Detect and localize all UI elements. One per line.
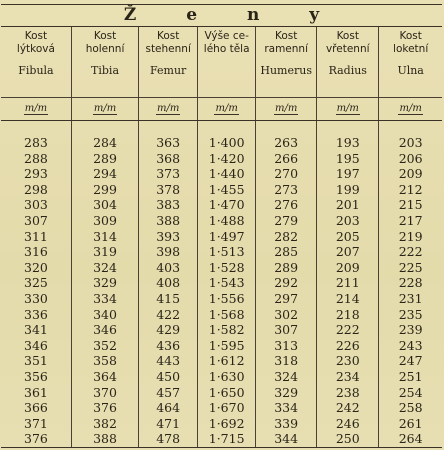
table-row	[1, 400, 442, 416]
table-cell: 314	[71, 229, 138, 245]
table-cell: 294	[71, 166, 138, 182]
table-cell: 1·470	[198, 197, 256, 213]
column-name: Kost holenní	[85, 30, 125, 55]
column-latin-name: Tibia	[91, 64, 120, 77]
table-cell: 270	[256, 166, 317, 182]
table-cell: 283	[24, 135, 48, 150]
table-cell: 231	[379, 291, 442, 307]
column-header	[379, 27, 442, 98]
unit-row	[1, 98, 442, 121]
table-cell: 228	[379, 275, 442, 291]
table-cell: 346	[71, 322, 138, 338]
table-row	[1, 291, 442, 307]
table-cell: 422	[139, 307, 198, 323]
table-cell: 1·528	[198, 260, 256, 276]
table-cell: 324	[256, 369, 317, 385]
table-cell: 319	[71, 244, 138, 260]
table-cell: 398	[139, 244, 198, 260]
table-row	[1, 322, 442, 338]
table-cell: 250	[317, 431, 379, 447]
table-cell: 1·568	[198, 307, 256, 323]
table-cell: 313	[256, 338, 317, 354]
table-cell: 371	[24, 415, 48, 431]
table-row	[1, 244, 442, 260]
table-cell: 378	[139, 182, 198, 198]
table-cell: 334	[256, 400, 317, 416]
table-cell: 1·488	[198, 213, 256, 229]
unit-cell	[256, 98, 317, 121]
table-cell: 376	[1, 431, 71, 447]
spacer-cell	[317, 121, 379, 136]
column-name: Kost vřetenní	[325, 30, 370, 55]
table-cell: 243	[379, 338, 442, 354]
spacer-cell	[379, 121, 442, 136]
table-cell: 302	[256, 307, 317, 323]
unit-label: m/m	[157, 103, 180, 114]
table-cell: 356	[24, 368, 48, 384]
table-cell: 299	[71, 182, 138, 198]
table-cell: 364	[71, 369, 138, 385]
table-cell: 209	[379, 166, 442, 182]
table-cell: 254	[379, 385, 442, 401]
table-cell: 329	[71, 275, 138, 291]
table-cell: 1·670	[198, 400, 256, 416]
table-cell: 1·440	[198, 166, 256, 182]
unit-cell	[198, 98, 256, 121]
table-row	[1, 431, 442, 447]
table-cell: 261	[379, 416, 442, 432]
table-cell: 339	[256, 416, 317, 432]
table-cell: 279	[256, 213, 317, 229]
table-cell: 334	[71, 291, 138, 307]
table-cell: 209	[317, 260, 379, 276]
table-cell: 393	[139, 229, 198, 245]
column-name: Kost lýtková	[16, 30, 55, 55]
table-cell: 266	[256, 151, 317, 167]
table-cell: 304	[71, 197, 138, 213]
table-row	[1, 369, 442, 385]
table-cell: 358	[71, 353, 138, 369]
table-cell: 464	[139, 400, 198, 416]
table-cell: 222	[379, 244, 442, 260]
table-cell: 230	[317, 353, 379, 369]
table-row	[1, 135, 442, 151]
table-cell: 1·612	[198, 353, 256, 369]
table-cell: 320	[24, 259, 48, 275]
table-row	[1, 307, 442, 323]
unit-cell	[379, 98, 442, 121]
table-cell: 471	[139, 416, 198, 432]
table-cell: 293	[24, 166, 48, 182]
table-cell: 222	[317, 322, 379, 338]
table-cell: 1·715	[198, 431, 256, 447]
unit-cell	[139, 98, 198, 121]
table-cell: 297	[256, 291, 317, 307]
table-cell: 214	[317, 291, 379, 307]
column-latin-name: Radius	[328, 64, 367, 77]
table-cell: 197	[317, 166, 379, 182]
spacer-cell	[198, 121, 256, 136]
column-header	[198, 27, 256, 98]
table-row	[1, 166, 442, 182]
table-cell: 211	[317, 275, 379, 291]
spacer-cell	[71, 121, 138, 136]
unit-label: m/m	[24, 103, 48, 114]
table-cell: 264	[379, 431, 442, 447]
table-cell: 478	[139, 431, 198, 447]
table-cell: 207	[317, 244, 379, 260]
table-cell: 206	[379, 151, 442, 167]
table-cell: 289	[71, 151, 138, 167]
column-name: Kost stehenní	[145, 30, 191, 55]
table-cell: 219	[379, 229, 442, 245]
unit-label: m/m	[93, 103, 117, 114]
table-cell: 263	[256, 135, 317, 151]
unit-cell	[1, 98, 71, 121]
table-cell: 193	[317, 135, 379, 151]
table-cell: 1·582	[198, 322, 256, 338]
column-header	[139, 27, 198, 98]
column-header	[317, 27, 379, 98]
table-cell: 324	[71, 260, 138, 276]
table-cell: 201	[317, 197, 379, 213]
table-row	[1, 213, 442, 229]
table-cell: 307	[24, 212, 48, 228]
column-name: Kost ramenní	[264, 30, 308, 55]
table-cell: 288	[24, 150, 48, 166]
table-cell: 316	[24, 244, 48, 260]
table-cell: 1·556	[198, 291, 256, 307]
table-cell: 351	[24, 353, 48, 369]
table-cell: 340	[71, 307, 138, 323]
table-row	[1, 353, 442, 369]
spacer-cell	[256, 121, 317, 136]
table-cell: 382	[71, 416, 138, 432]
table-title: Ž e n y	[1, 5, 442, 27]
table-cell: 247	[379, 353, 442, 369]
table-cell: 336	[24, 306, 48, 322]
table-cell: 203	[379, 135, 442, 151]
table-cell: 403	[139, 260, 198, 276]
table-cell: 1·455	[198, 182, 256, 198]
table-cell: 443	[139, 353, 198, 369]
table-cell: 368	[139, 151, 198, 167]
table-cell: 429	[139, 322, 198, 338]
table-cell: 341	[24, 322, 48, 338]
measurement-table	[1, 4, 442, 448]
unit-label: m/m	[399, 103, 422, 114]
table-cell: 258	[379, 400, 442, 416]
spacer-cell	[139, 121, 198, 136]
table-cell: 226	[317, 338, 379, 354]
table-cell: 289	[256, 260, 317, 276]
table-cell: 273	[256, 182, 317, 198]
table-cell: 239	[379, 322, 442, 338]
table-cell: 311	[24, 228, 48, 244]
table-body	[1, 135, 442, 447]
table-cell: 1·420	[198, 151, 256, 167]
table-cell: 225	[379, 260, 442, 276]
table-cell: 1·400	[198, 135, 256, 151]
table-cell: 234	[317, 369, 379, 385]
table-cell: 408	[139, 275, 198, 291]
table-cell: 195	[317, 151, 379, 167]
table-cell: 307	[256, 322, 317, 338]
table-cell: 376	[71, 400, 138, 416]
column-latin-name: Humerus	[260, 64, 312, 77]
unit-label: m/m	[215, 103, 238, 114]
table-cell: 276	[256, 197, 317, 213]
column-header	[256, 27, 317, 98]
table-cell: 329	[256, 385, 317, 401]
table-cell: 457	[139, 385, 198, 401]
table-cell: 415	[139, 291, 198, 307]
table-cell: 1·692	[198, 416, 256, 432]
table-row	[1, 416, 442, 432]
table-cell: 450	[139, 369, 198, 385]
table-cell: 298	[24, 181, 48, 197]
table-cell: 388	[139, 213, 198, 229]
table-cell: 352	[71, 338, 138, 354]
spacer-row	[1, 121, 442, 136]
table-cell: 344	[256, 431, 317, 447]
column-name: Výše ce-	[204, 30, 249, 42]
table-cell: 1·513	[198, 244, 256, 260]
table-cell: 246	[317, 416, 379, 432]
table-cell: 292	[256, 275, 317, 291]
unit-label: m/m	[336, 103, 359, 114]
column-header-row	[1, 27, 442, 98]
table-cell: 346	[24, 337, 48, 353]
table-cell: 383	[139, 197, 198, 213]
table-cell: 251	[379, 369, 442, 385]
table-cell: 282	[256, 229, 317, 245]
table-cell: 325	[24, 275, 48, 291]
table-cell: 1·497	[198, 229, 256, 245]
table-cell: 370	[71, 385, 138, 401]
table-cell: 218	[317, 307, 379, 323]
table-cell: 217	[379, 213, 442, 229]
unit-cell	[71, 98, 138, 121]
table-cell: 203	[317, 213, 379, 229]
table-cell: 285	[256, 244, 317, 260]
column-latin-name: Fibula	[18, 64, 54, 77]
column-latin-name: Ulna	[397, 64, 424, 77]
table-row	[1, 275, 442, 291]
column-name: Kost loketní	[393, 30, 429, 55]
table-row	[1, 385, 442, 401]
table-cell: 215	[379, 197, 442, 213]
table-cell: 242	[317, 400, 379, 416]
table-cell: 212	[379, 182, 442, 198]
table-cell: 235	[379, 307, 442, 323]
table-cell: 1·543	[198, 275, 256, 291]
table-row	[1, 338, 442, 354]
table-cell: 373	[139, 166, 198, 182]
table-cell: 330	[24, 290, 48, 306]
table-cell: 199	[317, 182, 379, 198]
table-cell: 318	[256, 353, 317, 369]
table-row	[1, 182, 442, 198]
column-header	[71, 27, 138, 98]
column-latin-name: Femur	[150, 64, 187, 77]
table-row	[1, 151, 442, 167]
table-cell: 205	[317, 229, 379, 245]
table-row	[1, 260, 442, 276]
table-cell: 303	[24, 197, 48, 213]
table-cell: 361	[24, 384, 48, 400]
column-header	[1, 27, 71, 98]
unit-cell	[317, 98, 379, 121]
table-cell: 238	[317, 385, 379, 401]
table-cell: 363	[139, 135, 198, 151]
unit-label: m/m	[275, 103, 298, 114]
table-cell: 309	[71, 213, 138, 229]
table-row	[1, 229, 442, 245]
table-cell: 284	[71, 135, 138, 151]
table-cell: 1·630	[198, 369, 256, 385]
table-row	[1, 197, 442, 213]
table-cell: 1·650	[198, 385, 256, 401]
spacer-cell	[1, 121, 71, 136]
column-latin-name: lého těla	[203, 43, 250, 55]
table-cell: 436	[139, 338, 198, 354]
table-cell: 1·595	[198, 338, 256, 354]
table-cell: 366	[24, 400, 48, 416]
table-cell: 388	[71, 431, 138, 447]
